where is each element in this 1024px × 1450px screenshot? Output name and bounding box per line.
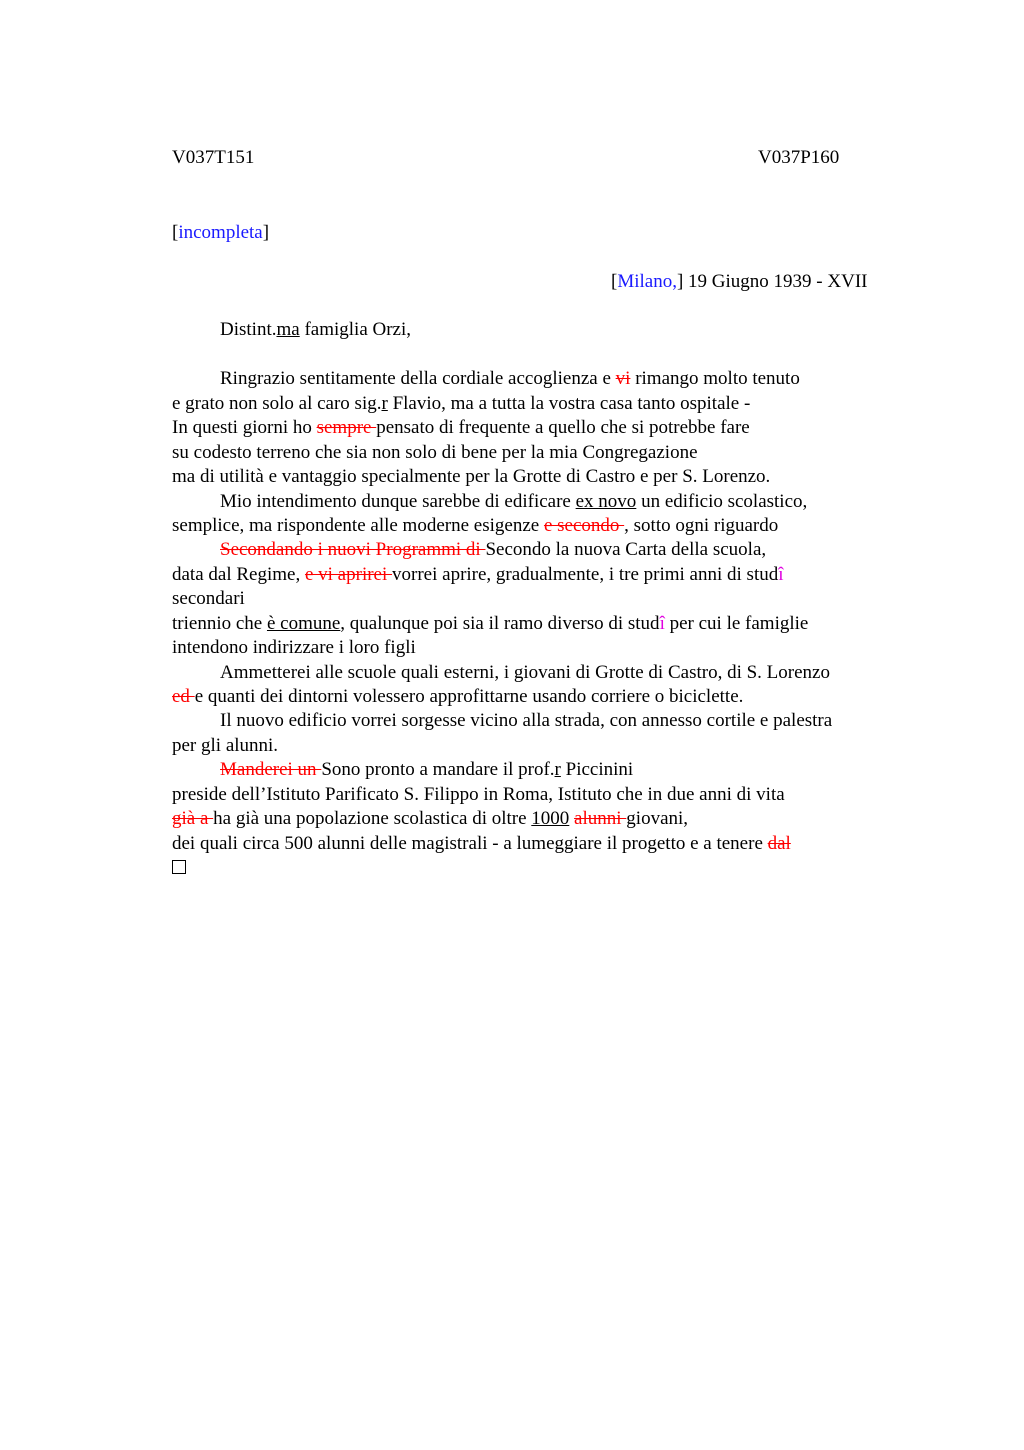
body-line-10 [172,587,245,611]
body-line-12 [172,636,416,660]
salutation-before: Distint. [220,319,277,340]
body-line-5 [172,465,770,489]
body-line-18 [172,783,785,807]
deletion: vi [615,368,631,389]
text: su codesto terreno che sia non solo di bene per la mia Congregazione [172,442,698,463]
date-place: Milano, [617,271,677,292]
text: Ringrazio sentitamente della cordiale accoglienza e [220,368,616,389]
text: pensato di frequente a quello che si potrebbe fare [376,417,750,438]
text: , sotto ogni riguardo [624,515,779,536]
deletion: sempre [316,417,377,438]
deletion: alunni [574,808,627,829]
diacritic: î [778,564,784,585]
status-note: [incompleta] [172,222,270,243]
body-line-8 [220,538,766,562]
text: Flavio, ma a tutta la vostra casa tanto ospitale - [387,393,751,414]
text: secondari [172,588,245,609]
text: Mio intendimento dunque sarebbe di edificare [220,491,576,512]
end-marker [172,856,186,880]
body-line-17 [220,758,633,782]
underlined-text: r [381,393,388,414]
body-line-13 [220,661,830,685]
underlined-text: ex novo [575,491,637,512]
body-line-14 [172,685,743,709]
text: Sono pronto a mandare il prof. [321,759,555,780]
date-text: 19 Giugno 1939 - XVII [688,271,868,292]
underlined-text: r [554,759,561,780]
text: ha già una popolazione scolastica di oltre [213,808,532,829]
body-line-15 [220,709,832,733]
text: rimango molto tenuto [630,368,800,389]
body-line-19 [172,807,688,831]
diacritic: î [659,613,665,634]
text: per gli alunni. [172,735,279,756]
deletion: e vi aprirei [304,564,393,585]
body-line-20 [172,832,791,856]
body-line-11 [172,612,808,636]
text: , qualunque poi sia il ramo diverso di stud [340,613,660,634]
text: Secondo la nuova Carta della scuola, [485,539,767,560]
underlined-text: è comune [266,613,341,634]
text: per cui le famiglie [664,613,809,634]
status-note-text: incompleta [178,222,263,243]
text: vorrei aprire, gradualmente, i tre primi anni di stud [392,564,779,585]
text: Ammetterei alle scuole quali esterni, i giovani di Grotte di Castro, di S. Lorenzo [220,662,830,683]
body-line-6 [220,490,807,514]
deletion: Secondando i nuovi Programmi di [220,539,486,560]
underlined-text: 1000 [531,808,570,829]
text: Piccinini [560,759,634,780]
text: intendono indirizzare i loro figli [172,637,416,658]
text: data dal Regime, [172,564,305,585]
salutation-abbrev: ma [276,319,300,340]
text: In questi giorni ho [172,417,317,438]
text: preside dell’Istituto Parificato S. Filippo in Roma, Istituto che in due anni di vita [172,784,785,805]
deletion: e secondo [543,515,625,536]
body-line-7 [172,514,778,538]
salutation [220,318,411,342]
text: ma di utilità e vantaggio specialmente per la Grotte di Castro e per S. Lorenzo. [172,466,771,487]
date-line: [Milano,] 19 Giugno 1939 - XVII [611,271,868,292]
text: un edificio scolastico, [636,491,808,512]
text: semplice, ma rispondente alle moderne esigenze [172,515,544,536]
body-line-1 [220,367,800,391]
empty-square-icon [172,860,186,874]
text: dei quali circa 500 alunni delle magistrali - a lumeggiare il progetto e a tenere [172,833,768,854]
salutation-after: famiglia Orzi, [299,319,412,340]
ref-code-left: V037T151 [172,147,255,168]
deletion: Manderei un [220,759,322,780]
deletion: dal [767,833,791,854]
text: Il nuovo edificio vorrei sorgesse vicino alla strada, con annesso cortile e palestra [220,710,833,731]
deletion: già a [172,808,214,829]
text: triennio che [172,613,267,634]
body-line-2 [172,392,750,416]
body-line-9 [172,563,784,587]
body-line-3 [172,416,750,440]
ref-code-right: V037P160 [758,147,840,168]
deletion: ed [172,686,195,707]
text: giovani, [626,808,689,829]
text: e grato non solo al caro sig. [172,393,382,414]
body-line-16 [172,734,278,758]
text: e quanti dei dintorni volessero approfittarne usando corriere o biciclette. [194,686,744,707]
body-line-4 [172,441,698,465]
